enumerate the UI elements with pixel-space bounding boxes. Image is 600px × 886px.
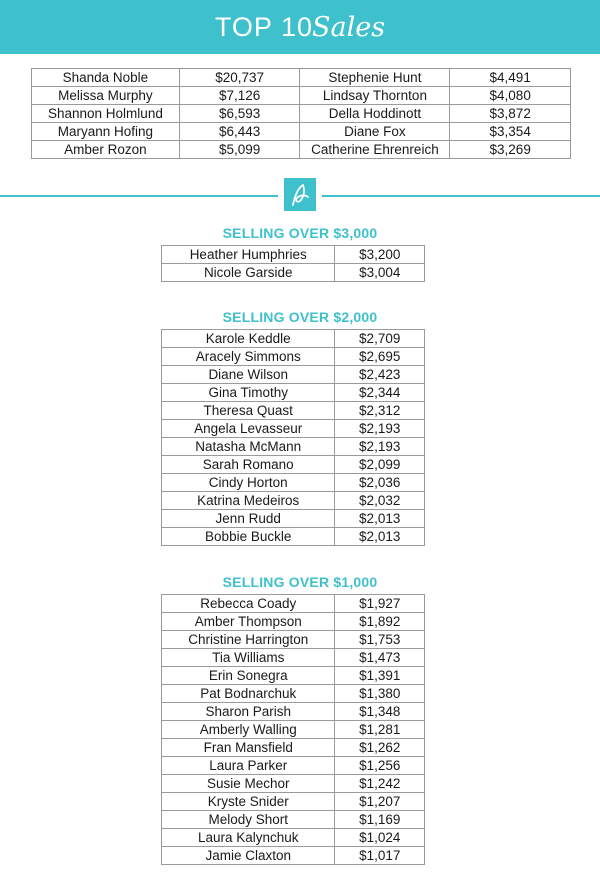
table-row <box>162 366 425 384</box>
sales-amount: $2,099 <box>335 456 425 474</box>
table-row <box>162 757 425 775</box>
seller-name: Fran Mansfield <box>162 739 335 757</box>
sales-amount: $1,473 <box>335 649 425 667</box>
seller-name: Jenn Rudd <box>162 510 335 528</box>
title-prefix: TOP 10 <box>214 11 313 42</box>
seller-name: Pat Bodnarchuk <box>162 685 335 703</box>
sales-amount: $3,872 <box>450 105 571 123</box>
seller-name: Bobbie Buckle <box>162 528 335 546</box>
seller-name: Susie Mechor <box>162 775 335 793</box>
sales-amount: $2,032 <box>335 492 425 510</box>
over-2000-table <box>161 329 425 546</box>
seller-name: Christine Harrington <box>162 631 335 649</box>
sales-amount: $2,013 <box>335 528 425 546</box>
sales-amount: $1,024 <box>335 829 425 847</box>
seller-name: Laura Parker <box>162 757 335 775</box>
seller-name: Katrina Medeiros <box>162 492 335 510</box>
seller-name: Heather Humphries <box>162 246 335 264</box>
sales-amount: $2,344 <box>335 384 425 402</box>
sales-amount: $1,256 <box>335 757 425 775</box>
sales-amount: $3,004 <box>335 264 425 282</box>
table-row <box>162 264 425 282</box>
table-row <box>162 456 425 474</box>
table-row <box>162 613 425 631</box>
table-row <box>162 246 425 264</box>
table-row <box>162 847 425 865</box>
sales-amount: $2,695 <box>335 348 425 366</box>
sales-amount: $1,348 <box>335 703 425 721</box>
seller-name: Natasha McMann <box>162 438 335 456</box>
table-row <box>162 330 425 348</box>
sales-amount: $20,737 <box>179 69 300 87</box>
seller-name: Lindsay Thornton <box>300 87 450 105</box>
table-row <box>162 474 425 492</box>
seller-name: Shannon Holmlund <box>32 105 180 123</box>
sales-amount: $2,709 <box>335 330 425 348</box>
section-title-over-2000: SELLING OVER $2,000 <box>222 309 378 325</box>
sales-amount: $6,593 <box>179 105 300 123</box>
sales-amount: $1,380 <box>335 685 425 703</box>
sales-amount: $1,927 <box>335 595 425 613</box>
sales-amount: $2,423 <box>335 366 425 384</box>
table-row <box>32 123 571 141</box>
sales-amount: $1,017 <box>335 847 425 865</box>
sales-amount: $4,491 <box>450 69 571 87</box>
sales-amount: $3,354 <box>450 123 571 141</box>
section-title-over-3000: SELLING OVER $3,000 <box>222 225 378 241</box>
sales-amount: $1,262 <box>335 739 425 757</box>
over-3000-table <box>161 245 425 282</box>
seller-name: Stephenie Hunt <box>300 69 450 87</box>
seller-name: Gina Timothy <box>162 384 335 402</box>
sales-amount: $5,099 <box>179 141 300 159</box>
sales-amount: $7,126 <box>179 87 300 105</box>
seller-name: Angela Levasseur <box>162 420 335 438</box>
sales-amount: $1,391 <box>335 667 425 685</box>
table-row <box>162 510 425 528</box>
seller-name: Diane Wilson <box>162 366 335 384</box>
table-row <box>162 649 425 667</box>
seller-name: Rebecca Coady <box>162 595 335 613</box>
sales-amount: $6,443 <box>179 123 300 141</box>
sales-amount: $3,269 <box>450 141 571 159</box>
seller-name: Shanda Noble <box>32 69 180 87</box>
seller-name: Melissa Murphy <box>32 87 180 105</box>
table-row <box>162 829 425 847</box>
seller-name: Amber Rozon <box>32 141 180 159</box>
script-letter-logo-icon <box>284 178 316 211</box>
table-row <box>162 721 425 739</box>
table-row <box>32 105 571 123</box>
seller-name: Jamie Claxton <box>162 847 335 865</box>
seller-name: Karole Keddle <box>162 330 335 348</box>
sales-amount: $3,200 <box>335 246 425 264</box>
table-row <box>162 667 425 685</box>
table-row <box>162 528 425 546</box>
seller-name: Cindy Horton <box>162 474 335 492</box>
table-row <box>32 69 571 87</box>
table-row <box>32 87 571 105</box>
sales-amount: $1,242 <box>335 775 425 793</box>
sales-amount: $1,892 <box>335 613 425 631</box>
sales-amount: $2,013 <box>335 510 425 528</box>
sales-amount: $2,193 <box>335 420 425 438</box>
seller-name: Sharon Parish <box>162 703 335 721</box>
seller-name: Nicole Garside <box>162 264 335 282</box>
logo-glyph <box>289 183 311 207</box>
seller-name: Maryann Hofing <box>32 123 180 141</box>
seller-name: Della Hoddinott <box>300 105 450 123</box>
table-row <box>162 384 425 402</box>
title-script: Sales <box>311 11 386 43</box>
sales-amount: $2,036 <box>335 474 425 492</box>
sales-amount: $1,169 <box>335 811 425 829</box>
top10-table <box>31 68 571 159</box>
table-row <box>162 595 425 613</box>
seller-name: Amberly Walling <box>162 721 335 739</box>
seller-name: Erin Sonegra <box>162 667 335 685</box>
table-row <box>162 793 425 811</box>
table-row <box>162 775 425 793</box>
over-1000-table <box>161 594 425 865</box>
table-row <box>162 739 425 757</box>
seller-name: Diane Fox <box>300 123 450 141</box>
table-row <box>162 631 425 649</box>
sales-amount: $2,193 <box>335 438 425 456</box>
seller-name: Catherine Ehrenreich <box>300 141 450 159</box>
table-row <box>162 402 425 420</box>
seller-name: Tia Williams <box>162 649 335 667</box>
page-title <box>0 0 600 54</box>
seller-name: Laura Kalynchuk <box>162 829 335 847</box>
sales-amount: $2,312 <box>335 402 425 420</box>
seller-name: Sarah Romano <box>162 456 335 474</box>
table-row <box>162 348 425 366</box>
sales-amount: $1,207 <box>335 793 425 811</box>
sales-amount: $1,281 <box>335 721 425 739</box>
divider-line-right <box>322 195 600 197</box>
seller-name: Kryste Snider <box>162 793 335 811</box>
divider-line-left <box>0 195 278 197</box>
sales-amount: $1,753 <box>335 631 425 649</box>
table-row <box>162 492 425 510</box>
seller-name: Amber Thompson <box>162 613 335 631</box>
table-row <box>32 141 571 159</box>
table-row <box>162 685 425 703</box>
sales-amount: $4,080 <box>450 87 571 105</box>
table-row <box>162 703 425 721</box>
table-row <box>162 420 425 438</box>
section-title-over-1000: SELLING OVER $1,000 <box>222 574 378 590</box>
table-row <box>162 811 425 829</box>
table-row <box>162 438 425 456</box>
seller-name: Aracely Simmons <box>162 348 335 366</box>
seller-name: Melody Short <box>162 811 335 829</box>
seller-name: Theresa Quast <box>162 402 335 420</box>
